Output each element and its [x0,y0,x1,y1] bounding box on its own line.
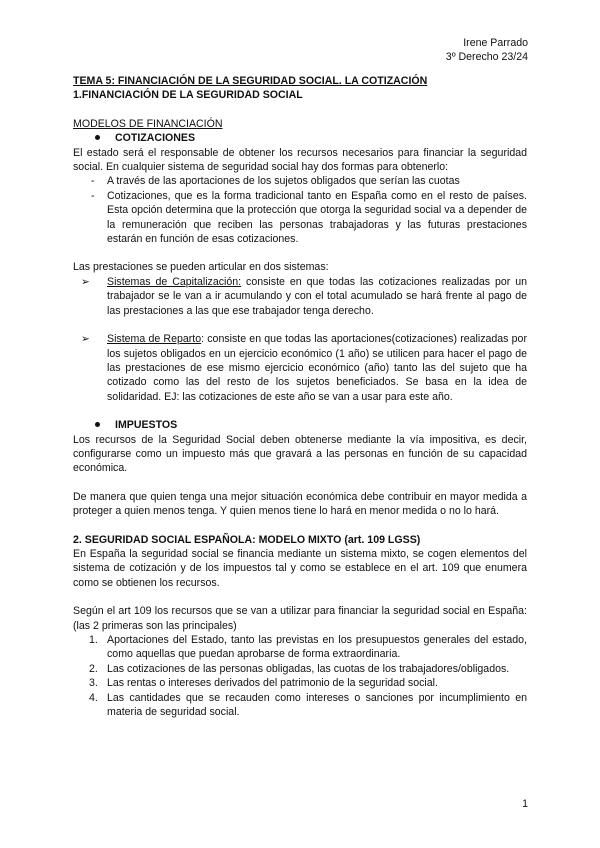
paragraph: Las prestaciones se pueden articular en dos sistemas: [73,261,329,274]
item-text: Las cotizaciones de las personas obligadas, las cuotas de los trabajadores/obligados. [107,662,510,675]
item-text: Aportaciones del Estado, tanto las previstas en los presupuestos generales del estado, como aquellas que puedan aprobarse de forma extraordinaria. [107,634,527,661]
system-item [73,275,527,318]
numbered-item [73,662,527,676]
system-name: Sistema de Reparto [107,333,202,346]
document-body [73,74,527,719]
paragraph: El estado será el responsable de obtener los recursos necesarios para financiar la seguridad social. En cualquier sistema de seguridad social hay dos formas para obtenerlo: [73,146,527,174]
numbered-item [73,633,527,662]
list-item [73,189,527,247]
list-item-text: Cotizaciones, que es la forma tradicional tanto en España como en el resto de países. Esta opción determina que la protección que otorga la seguridad social va a depender de la remuneración que reciben las personas trabajadoras y las futuras prestaciones estarán en función de esas cotizaciones. [107,189,527,246]
section1-heading: 1.FINANCIACIÓN DE LA SEGURIDAD SOCIAL [73,89,303,102]
bullet-dot-icon [93,131,103,145]
bullet-label: COTIZACIONES [115,132,196,145]
paragraph: En España la seguridad social se financia mediante un sistema mixto, se cogen elementos del sistema de cotización y de los impuestos tal y como se establece en el art. 109 que enumera como se obtienen los recursos. [73,547,527,589]
numbered-item [73,691,527,720]
paragraph: Los recursos de la Seguridad Social deben obtenerse mediante la vía impositiva, es decir, configurarse como un impuesto más que gravará a las personas en función de su capacidad económica. [73,433,527,475]
bullet-impuestos [73,418,527,432]
arrow-bullet-icon: ➢ [81,333,90,346]
numbered-item [73,676,527,690]
item-text: Las cantidades que se recauden como intereses o sanciones por incumplimiento en materia de seguridad social. [107,691,527,719]
item-number: 2. [89,662,98,675]
list-item-text: A través de las aportaciones de los sujetos obligados que serían las cuotas [107,175,460,188]
bullet-dot-icon [93,418,103,432]
item-number: 3. [89,677,98,690]
arrow-bullet-icon: ➢ [81,275,90,288]
bullet-cotizaciones [73,131,527,145]
list-item [73,174,527,188]
item-text: Las rentas o intereses derivados del patrimonio de la seguridad social. [107,677,438,690]
dash-marker: - [91,189,95,202]
system-item [73,332,527,404]
section1-subheading: MODELOS DE FINANCIACIÓN [73,117,223,130]
paragraph: De manera que quien tenga una mejor situación económica debe contribuir en mayor medida a proteger a quien menos tenga. Y quien menos tiene lo hará en menor medida o no lo hará. [73,490,527,518]
item-number: 1. [89,634,98,646]
item-number: 4. [89,691,98,704]
page-number: 1 [522,798,528,810]
system-description: consiste en que todas las cotizaciones realizadas por un trabajador se le van a ir acumulando y con el total acumulado se hará frente al pago de las prestaciones a las que ese trabajador tenga derecho. [107,275,527,317]
course-label: 3º Derecho 23/24 [445,51,528,64]
page-header [446,36,528,65]
paragraph: Según el art 109 los recursos que se van a utilizar para financiar la seguridad social en España: (las 2 primeras son las principales) [73,605,527,632]
document-title: TEMA 5: FINANCIACIÓN DE LA SEGURIDAD SOCIAL. LA COTIZACIÓN [73,75,428,87]
system-name: Sistemas de Capitalización: [107,275,242,288]
bullet-label: IMPUESTOS [115,419,178,432]
dash-marker: - [91,175,95,188]
author-name: Irene Parrado [463,37,528,49]
section2-heading: 2. SEGURIDAD SOCIAL ESPAÑOLA: MODELO MIXTO (art. 109 LGSS) [73,533,421,546]
system-description: : consiste en que todas las aportaciones(cotizaciones) realizadas por los sujetos obligados en un ejercicio económico (1 año) se utilicen para hacer el pago de las prestaciones de ese mismo ejercicio económico (año) tanto las del sujeto que ha cotizado como las del resto de los sujetos beneficiados. Se basa en la idea de solidaridad. EJ: las cotizaciones de este año se van a usar para este año. [107,333,527,403]
